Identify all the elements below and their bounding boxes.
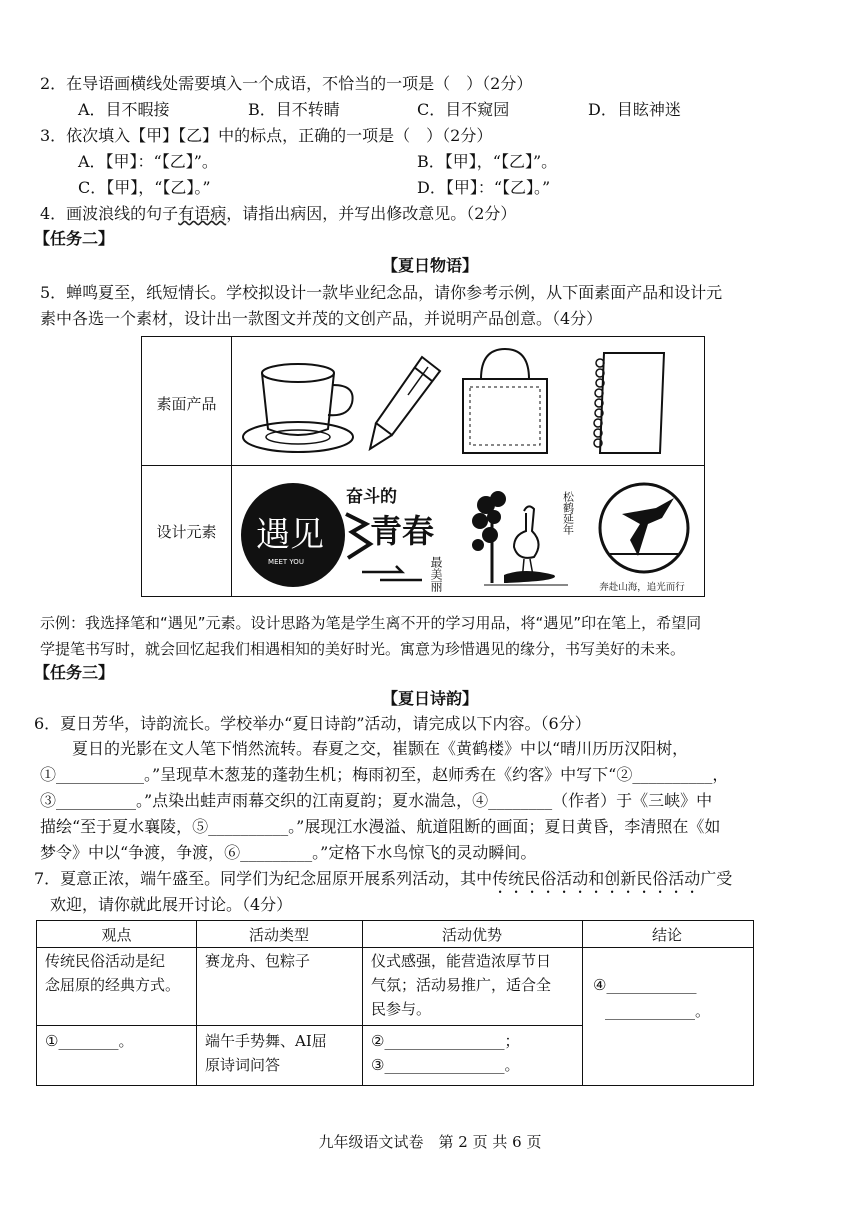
header-conclusion: 结论 [651,926,682,944]
q5-line1: 5．蝉鸣夏至，纸短情长。学校拟设计一款毕业纪念品，请你参考示例，从下面素面产品和设计元 [40,283,723,302]
r1-activity-type: 赛龙舟、包粽子 [205,952,311,970]
q6-line2: ①___________。”呈现草木葱茏的蓬勃生机；梅雨初至，赵师秀在《约客》中写下“②__________， [40,765,729,784]
q7-post: 广受 [700,869,733,888]
crane-pine-design-element [464,483,582,591]
svg-text:遇见: 遇见 [256,515,324,555]
r2-activity-line2: 原诗词问答 [205,1056,281,1074]
notebook-icon [590,349,670,457]
svg-text:松鹤延年: 松鹤延年 [561,491,575,535]
r1-advantage-line2: 气氛；活动易推广，适合全 [371,976,552,994]
conclusion-blank-line1: ④____________ [593,976,697,994]
q3-option-a: A．【甲】：“【乙】”。 [78,152,218,171]
coffee-cup-icon [240,349,362,457]
example-line1: 示例：我选择笔和“遇见”元素。设计思路为笔是学生离不开的学习用品，将“遇见”印在笔上，希望同 [40,614,702,632]
page-footer: 九年级语文试卷 第 2 页 共 6 页 [318,1133,542,1151]
task2-title: 【夏日物语】 [381,256,478,275]
q7-line1 [34,868,732,897]
q6-line5: 梦令》中以“争渡，争渡，⑥_________。”定格下水鸟惊飞的灵动瞬间。 [40,843,537,862]
q7-pre: 7．夏意正浓，端午盛至。同学们为纪念屈原开展系列活动，其中 [34,869,493,888]
r1-viewpoint-line2: 念屈原的经典方式。 [45,976,181,994]
pursue-light-design-element [582,480,702,596]
r2-advantage-blank-3: ③________________。 [371,1056,520,1074]
row-label-design-elements: 设计元素 [156,523,217,541]
task2-label: 【任务二】 [34,229,115,248]
q6-line1: 夏日的光影在文人笔下悄然流转。春夏之交，崔颢在《黄鹤楼》中以“晴川历历汉阳树， [72,739,689,758]
svg-text:奔赴山海，追光而行: 奔赴山海，追光而行 [599,582,685,593]
q2-option-c: C．目不窥园 [417,100,510,119]
q2-option-b: B．目不转睛 [248,100,340,119]
svg-text:青春: 青春 [370,512,435,550]
q6-line3: ③__________。”点染出蛙声雨幕交织的江南夏韵；夏水湍急，④________（作者）于《三峡》中 [40,791,713,810]
r1-advantage-line3: 民参与。 [371,1000,432,1018]
tote-bag-icon [457,345,553,459]
q6-stem: 6．夏日芳华，诗韵流长。学校举办“夏日诗韵”活动，请完成以下内容。（6分） [34,714,591,733]
meet-you-design-element [238,480,348,590]
activity-table [36,920,754,1086]
q4-wavy-text: 有语病 [178,204,227,223]
pen-icon [364,351,446,455]
r2-activity-line1: 端午手势舞、AI屈 [205,1032,327,1050]
q3-stem: 3．依次填入【甲】【乙】中的标点，正确的一项是（ ）（2分） [40,126,493,145]
q4-pre: 4．画波浪线的句子 [40,204,179,223]
q2-stem: 2．在导语画横线处需要填入一个成语，不恰当的一项是（ ）（2分） [40,74,533,93]
r1-viewpoint-line1: 传统民俗活动是纪 [45,952,166,970]
svg-text:奋斗的: 奋斗的 [346,487,397,507]
q2-option-d: D．目眩神迷 [588,100,681,119]
q3-option-c: C．【甲】，“【乙】。” [78,178,211,197]
r1-advantage-line1: 仪式感强，能营造浓厚节日 [371,952,552,970]
svg-text:MEET YOU: MEET YOU [268,558,304,566]
header-activity-type: 活动类型 [248,926,309,944]
header-advantage: 活动优势 [441,926,502,944]
conclusion-blank-line2: ____________。 [605,1002,711,1020]
example-line2: 学提笔书写时，就会回忆起我们相遇相知的美好时光。寓意为珍惜遇见的缘分，书写美好的未来。 [40,640,686,658]
product-table [141,336,705,597]
q3-option-d: D．【甲】：“【乙】。” [417,178,551,197]
q3-option-b: B．【甲】，“【乙】”。 [417,152,558,171]
q6-line4: 描绘“至于夏水襄陵，⑤__________。”展现江水漫溢、航道阻断的画面；夏日黄昏，李清照在《如 [40,817,721,836]
q7-line2: 欢迎，请你就此展开讨论。（4分） [50,895,293,914]
task3-title: 【夏日诗韵】 [381,689,478,708]
svg-text:最美丽: 最美丽 [429,556,443,592]
row-label-blank-products: 素面产品 [156,395,217,413]
youth-slogan-design-element [340,480,468,592]
q4-stem [40,203,516,225]
r2-viewpoint-blank: ①________。 [45,1032,134,1050]
task3-label: 【任务三】 [34,663,115,682]
q4-post: ，请指出病因，并写出修改意见。（2分） [226,204,517,223]
q2-option-a: A．目不暇接 [78,100,170,119]
q5-line2: 素中各选一个素材，设计出一款图文并茂的文创产品，并说明产品创意。（4分） [40,309,603,328]
header-viewpoint: 观点 [101,926,132,944]
q7-emphasis: 传统民俗活动和创新民俗活动 [492,869,701,888]
r2-advantage-blank-2: ②________________； [371,1032,520,1050]
